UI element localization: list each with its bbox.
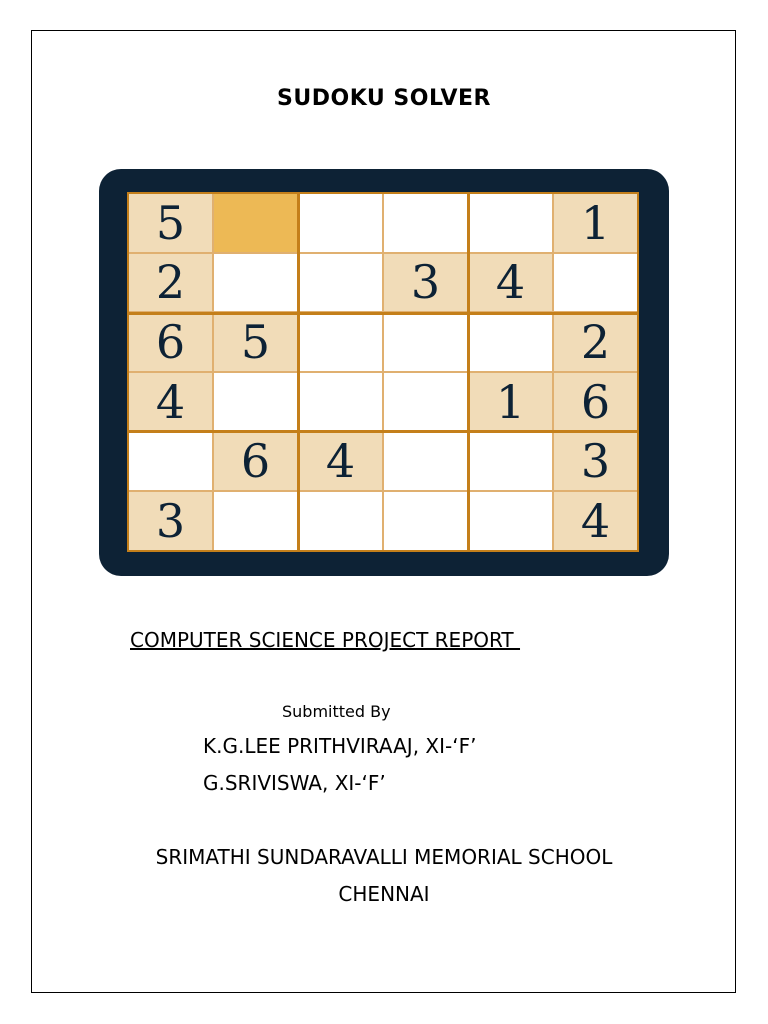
sudoku-cell: 1	[469, 373, 552, 431]
sudoku-cell: 1	[554, 194, 637, 252]
sudoku-cell: 4	[554, 492, 637, 550]
sudoku-cell	[469, 194, 552, 252]
sudoku-grid	[127, 192, 639, 552]
sudoku-cell	[214, 492, 297, 550]
sudoku-cell	[299, 492, 382, 550]
sudoku-cell	[469, 492, 552, 550]
author-1: K.G.LEE PRITHVIRAAJ, XI-‘F’	[203, 734, 477, 758]
box-divider-horizontal	[129, 312, 637, 315]
sudoku-cell: 2	[554, 313, 637, 371]
sudoku-cell	[214, 254, 297, 312]
sudoku-cell	[129, 433, 212, 491]
sudoku-cell: 6	[129, 313, 212, 371]
sudoku-cell	[469, 433, 552, 491]
sudoku-cell	[214, 194, 297, 252]
sudoku-cell	[299, 313, 382, 371]
sudoku-cell	[299, 254, 382, 312]
sudoku-cell: 3	[384, 254, 467, 312]
school-name: SRIMATHI SUNDARAVALLI MEMORIAL SCHOOL	[155, 845, 613, 869]
sudoku-cell	[384, 194, 467, 252]
sudoku-cell: 5	[129, 194, 212, 252]
sudoku-cell: 4	[469, 254, 552, 312]
sudoku-cell: 2	[129, 254, 212, 312]
sudoku-cell	[299, 194, 382, 252]
box-divider-vertical	[467, 194, 470, 550]
report-heading: COMPUTER SCIENCE PROJECT REPORT	[130, 628, 521, 652]
sudoku-cell	[384, 313, 467, 371]
box-divider-vertical	[297, 194, 300, 550]
sudoku-cell	[214, 373, 297, 431]
sudoku-cell: 3	[554, 433, 637, 491]
sudoku-cell	[299, 373, 382, 431]
sudoku-cell: 6	[554, 373, 637, 431]
document-title: SUDOKU SOLVER	[277, 86, 491, 111]
sudoku-cell: 4	[299, 433, 382, 491]
sudoku-cell	[554, 254, 637, 312]
sudoku-cell	[384, 433, 467, 491]
sudoku-cell: 5	[214, 313, 297, 371]
submitted-by-label: Submitted By	[282, 702, 391, 721]
sudoku-cell	[469, 313, 552, 371]
sudoku-cell: 6	[214, 433, 297, 491]
author-2: G.SRIVISWA, XI-‘F’	[203, 771, 386, 795]
sudoku-board	[99, 169, 669, 576]
box-divider-horizontal	[129, 430, 637, 433]
sudoku-cell	[384, 492, 467, 550]
sudoku-cell	[384, 373, 467, 431]
sudoku-cell: 3	[129, 492, 212, 550]
school-city: CHENNAI	[338, 882, 430, 906]
sudoku-cell: 4	[129, 373, 212, 431]
